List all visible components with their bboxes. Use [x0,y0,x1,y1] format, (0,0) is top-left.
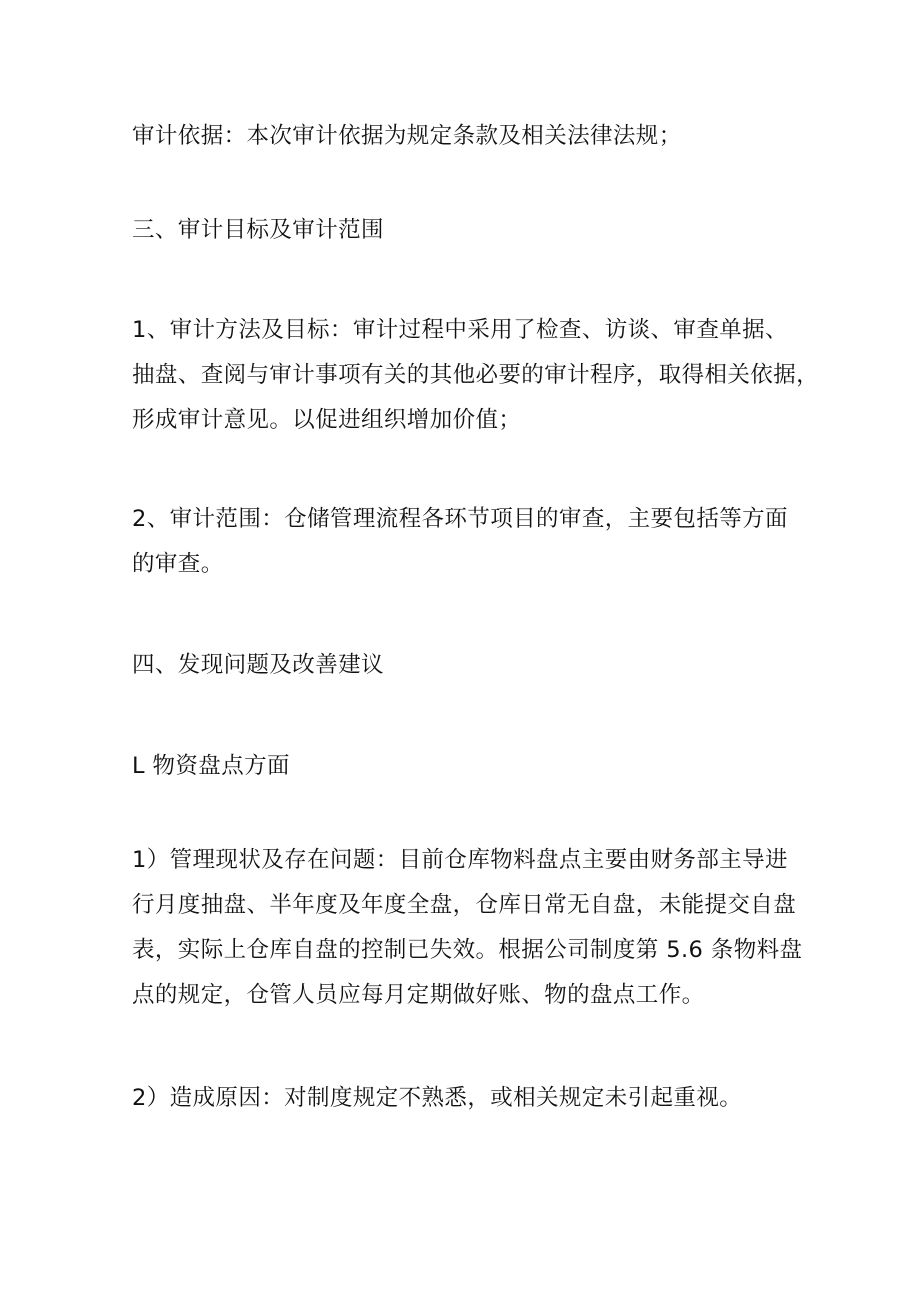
paragraph-current-status [132,838,822,1018]
text-line: 形成审计意见。以促进组织增加价值； [132,407,522,433]
text-line: 1）管理现状及存在问题：目前仓库物料盘点主要由财务部主导进 [132,847,788,873]
section-heading-audit-objectives-scope [132,208,822,253]
paragraph-causes [132,1076,822,1121]
text-line: 表，实际上仓库自盘的控制已失效。根据公司制度第 5.6 条物料盘 [132,937,803,963]
section-heading-findings-recommendations [132,643,822,688]
text-line: 2）造成原因：对制度规定不熟悉，或相关规定未引起重视。 [132,1085,743,1111]
paragraph-audit-basis [132,114,822,159]
text-line: 点的规定，仓管人员应每月定期做好账、物的盘点工作。 [132,982,705,1008]
text-line: 1、审计方法及目标：审计过程中采用了检查、访谈、审查单据、 [132,317,788,343]
text-line: 行月度抽盘、半年度及年度全盘，仓库日常无自盘，未能提交自盘 [132,892,797,918]
text-line: L 物资盘点方面 [132,753,290,779]
paragraph-audit-methods [132,308,822,443]
subheading-inventory-count [132,744,822,789]
text-line: 的审查。 [132,551,224,577]
text-line: 抽盘、查阅与审计事项有关的其他必要的审计程序，取得相关依据， [132,362,820,388]
text-line: 2、审计范围：仓储管理流程各环节项目的审查，主要包括等方面 [132,506,788,532]
text-line: 三、审计目标及审计范围 [132,217,384,243]
text-line: 四、发现问题及改善建议 [132,652,384,678]
text-line: 审计依据：本次审计依据为规定条款及相关法律法规； [132,123,682,149]
paragraph-audit-scope [132,497,822,587]
